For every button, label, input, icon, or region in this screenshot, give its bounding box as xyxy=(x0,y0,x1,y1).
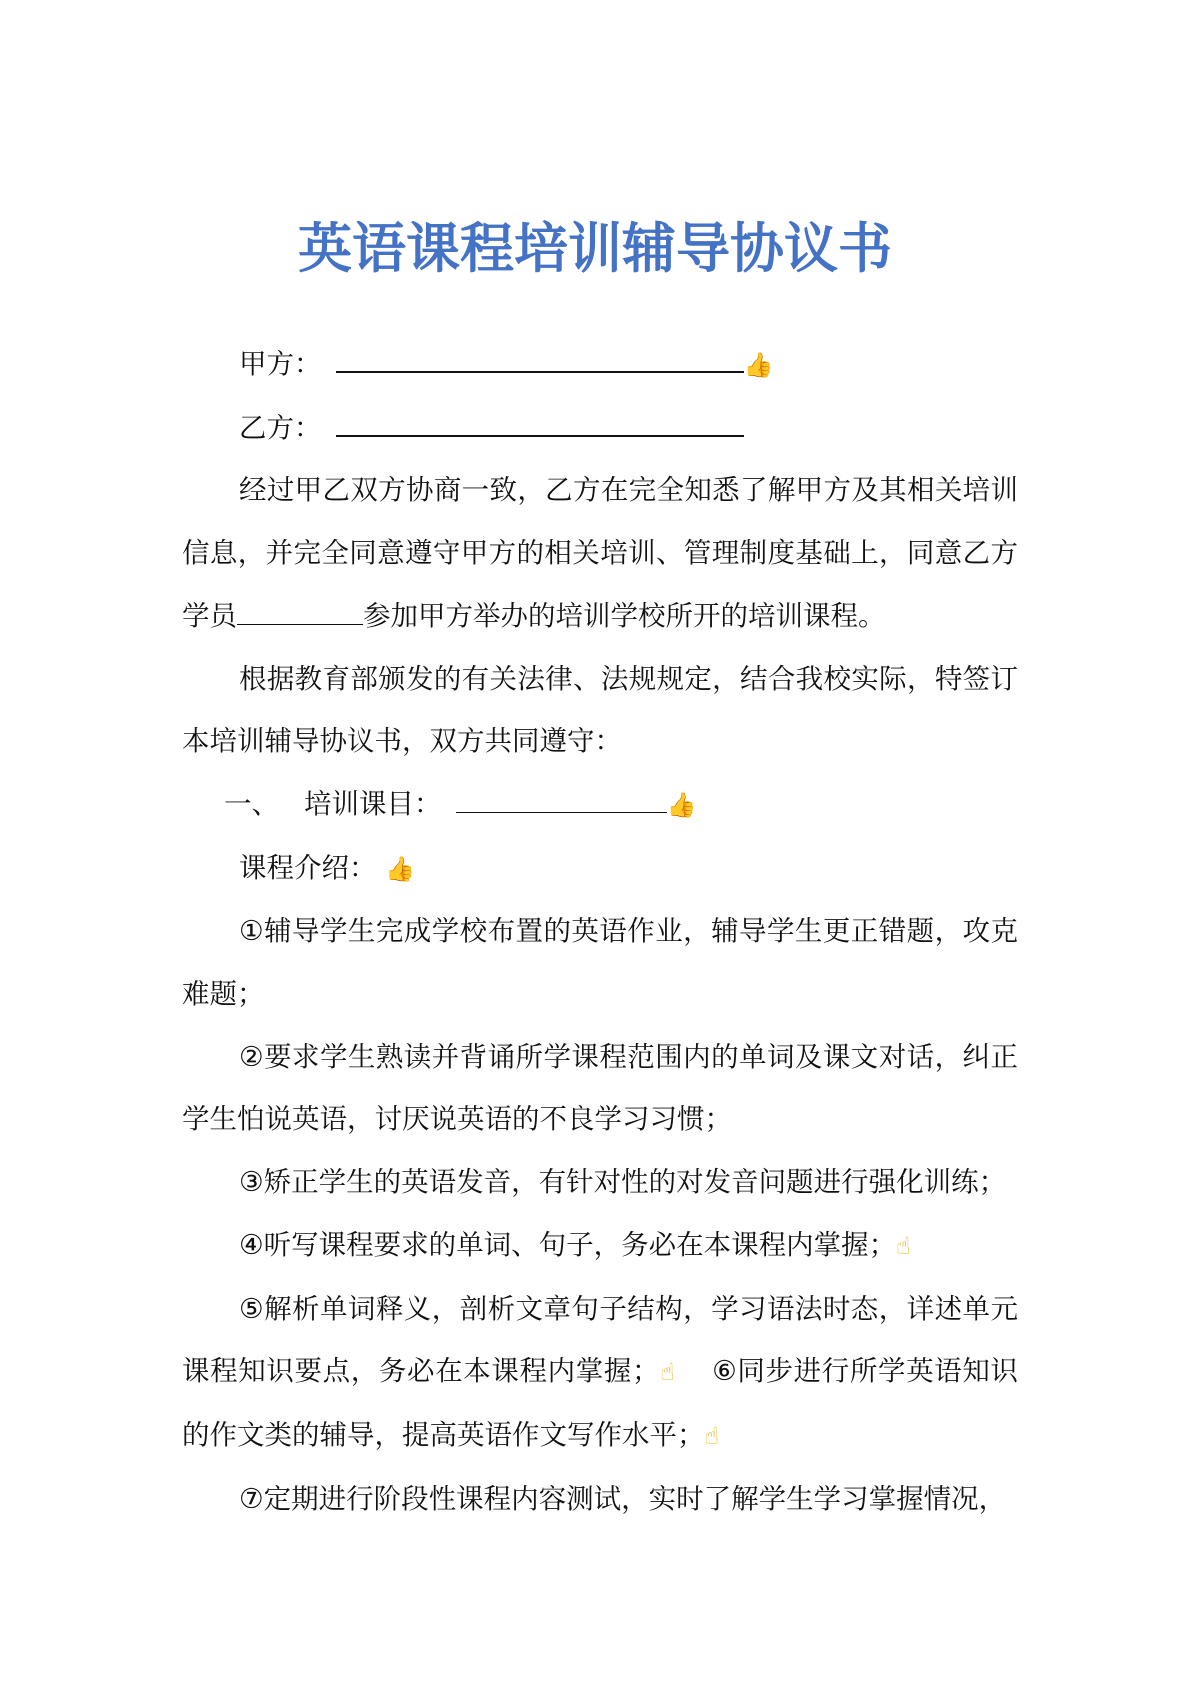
party-a-label: 甲方： xyxy=(239,348,322,380)
party-a-blank[interactable] xyxy=(336,345,744,373)
item-text: ⑤解析单词释义，剖析文章句子结构，学习语法时态，详述单元课程知识要点，务必在本课程内掌握； xyxy=(182,1292,1018,1388)
party-b-line xyxy=(182,397,1018,460)
course-subject-blank[interactable] xyxy=(456,786,667,813)
item-text: ⑥同步进行所学英语知识的作文类的辅导，提高英语作文写作水平； xyxy=(182,1355,1019,1451)
course-item-3: ③矫正学生的英语发音，有针对性的对发音问题进行强化训练； xyxy=(239,1166,1007,1199)
party-a-line xyxy=(182,333,1018,397)
section-label: 培训课目： xyxy=(304,787,442,820)
point-up-icon: ☝ xyxy=(896,1231,911,1260)
section-1-heading xyxy=(182,773,1018,837)
course-item-4 xyxy=(182,1214,1018,1278)
course-item-1: ①辅导学生完成学校布置的英语作业，辅导学生更正错题，攻克难题； xyxy=(182,915,1018,1011)
course-item-2: ②要求学生熟读并背诵所学课程范围内的单词及课文对话，纠正学生怕说英语，讨厌说英语的不良学习习惯； xyxy=(182,1040,1018,1136)
document-title: 英语课程培训辅导协议书 xyxy=(298,217,892,280)
thumbs-up-icon: 👍 xyxy=(743,351,774,379)
party-b-label: 乙方： xyxy=(239,411,322,444)
section-number: 一、 xyxy=(224,787,279,820)
document-body xyxy=(182,333,1018,1530)
point-up-icon: ☝ xyxy=(659,1358,676,1387)
student-name-blank[interactable] xyxy=(237,598,363,625)
intro-text: 经过甲乙双方协商一致，乙方在完全知悉了解甲方及其相关培训信息，并完全同意遵守甲方的相关培训、管理制度基础上，同意乙方学员 xyxy=(182,474,1018,632)
course-intro-text: 课程介绍： xyxy=(239,851,377,884)
thumbs-up-icon: 👍 xyxy=(385,854,416,883)
item-text: ④听写课程要求的单词、句子，务必在本课程内掌握； xyxy=(239,1228,897,1261)
point-up-icon: ☝ xyxy=(704,1421,720,1450)
course-item-7: ⑦定期进行阶段性课程内容测试，实时了解学生学习掌握情况， xyxy=(239,1482,1007,1515)
intro-text-end: 参加甲方举办的培训学校所开的培训课程。 xyxy=(363,599,886,632)
course-item-5-6 xyxy=(182,1278,1018,1468)
party-b-blank[interactable] xyxy=(336,409,744,437)
course-intro-label xyxy=(182,837,1018,901)
intro-paragraph-2: 根据教育部颁发的有关法律、法规规定，结合我校实际，特签订本培训辅导协议书，双方共同遵守： xyxy=(182,662,1018,758)
intro-paragraph-1 xyxy=(182,459,1018,647)
thumbs-up-icon: 👍 xyxy=(666,790,697,819)
